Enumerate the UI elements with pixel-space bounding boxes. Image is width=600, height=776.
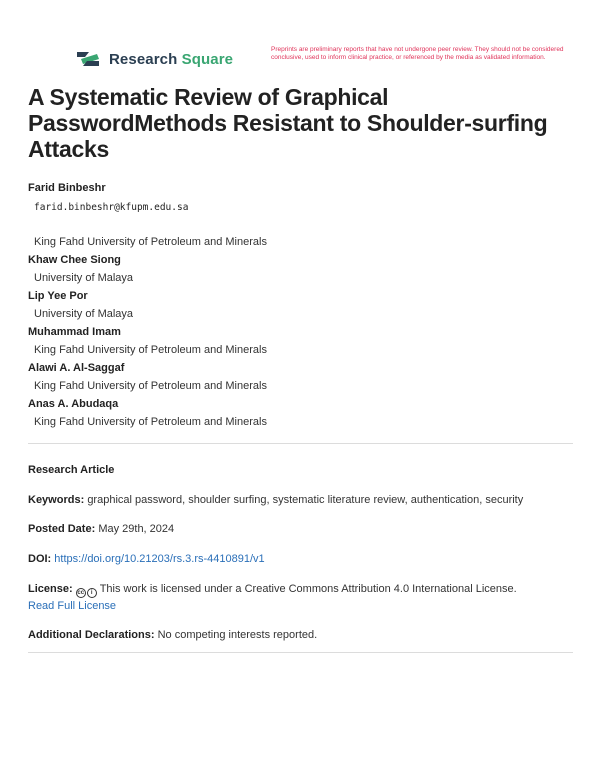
author-item [28, 395, 573, 431]
logo-word-square: Square [181, 50, 234, 68]
research-square-logo-icon [75, 48, 101, 70]
doi-row [28, 551, 573, 567]
license-label: License: [28, 583, 73, 595]
preprint-disclaimer: Preprints are preliminary reports that have not undergone peer review. They should not be considered conclusive, used to inform clinical practice, or referenced by the media as validated information. [271, 46, 564, 61]
article-type-label: Research Article [28, 464, 115, 476]
posted-date-label: Posted Date: [28, 523, 96, 535]
author-item [28, 251, 573, 287]
read-full-license-link[interactable]: Read Full License [28, 600, 117, 612]
author-affiliation: King Fahd University of Petroleum and Minerals [34, 416, 267, 428]
author-list [28, 179, 573, 431]
author-name: Muhammad Imam [28, 326, 121, 338]
doi-label: DOI: [28, 553, 52, 565]
creative-commons-icon: cc i [76, 588, 97, 598]
posted-date-row [28, 521, 573, 537]
posted-date-value: May 29th, 2024 [98, 523, 175, 535]
logo-wordmark [109, 51, 233, 68]
author-item [28, 323, 573, 359]
logo-word-research: Research [109, 50, 178, 68]
author-item [28, 359, 573, 395]
author-affiliation: King Fahd University of Petroleum and Minerals [34, 236, 267, 248]
section-divider [28, 652, 573, 653]
doi-link[interactable]: https://doi.org/10.21203/rs.3.rs-4410891/v1 [54, 553, 265, 565]
license-text: This work is licensed under a Creative Commons Attribution 4.0 International License. [99, 583, 517, 595]
keywords-value: graphical password, shoulder surfing, systematic literature review, authentication, security [87, 494, 524, 506]
article-type [28, 462, 573, 478]
author-name: Alawi A. Al-Saggaf [28, 362, 125, 374]
author-item [28, 179, 573, 251]
declarations-row [28, 627, 573, 643]
section-divider [28, 443, 573, 444]
author-name: Anas A. Abudaqa [28, 398, 119, 410]
author-item [28, 287, 573, 323]
author-name: Farid Binbeshr [28, 182, 106, 194]
research-square-logo[interactable] [75, 48, 233, 70]
keywords-row [28, 492, 573, 508]
author-email[interactable]: farid.binbeshr@kfupm.edu.sa [34, 202, 189, 213]
keywords-label: Keywords: [28, 494, 85, 506]
declarations-value: No competing interests reported. [157, 629, 318, 641]
declarations-label: Additional Declarations: [28, 629, 155, 641]
license-row [28, 581, 573, 614]
author-name: Lip Yee Por [28, 290, 88, 302]
author-affiliation: University of Malaya [34, 272, 134, 284]
author-affiliation: King Fahd University of Petroleum and Minerals [34, 344, 267, 356]
paper-title: A Systematic Review of Graphical PasswordMethods Resistant to Shoulder-surfing Attacks [28, 84, 548, 162]
author-name: Khaw Chee Siong [28, 254, 121, 266]
author-affiliation: University of Malaya [34, 308, 134, 320]
author-affiliation: King Fahd University of Petroleum and Minerals [34, 380, 267, 392]
